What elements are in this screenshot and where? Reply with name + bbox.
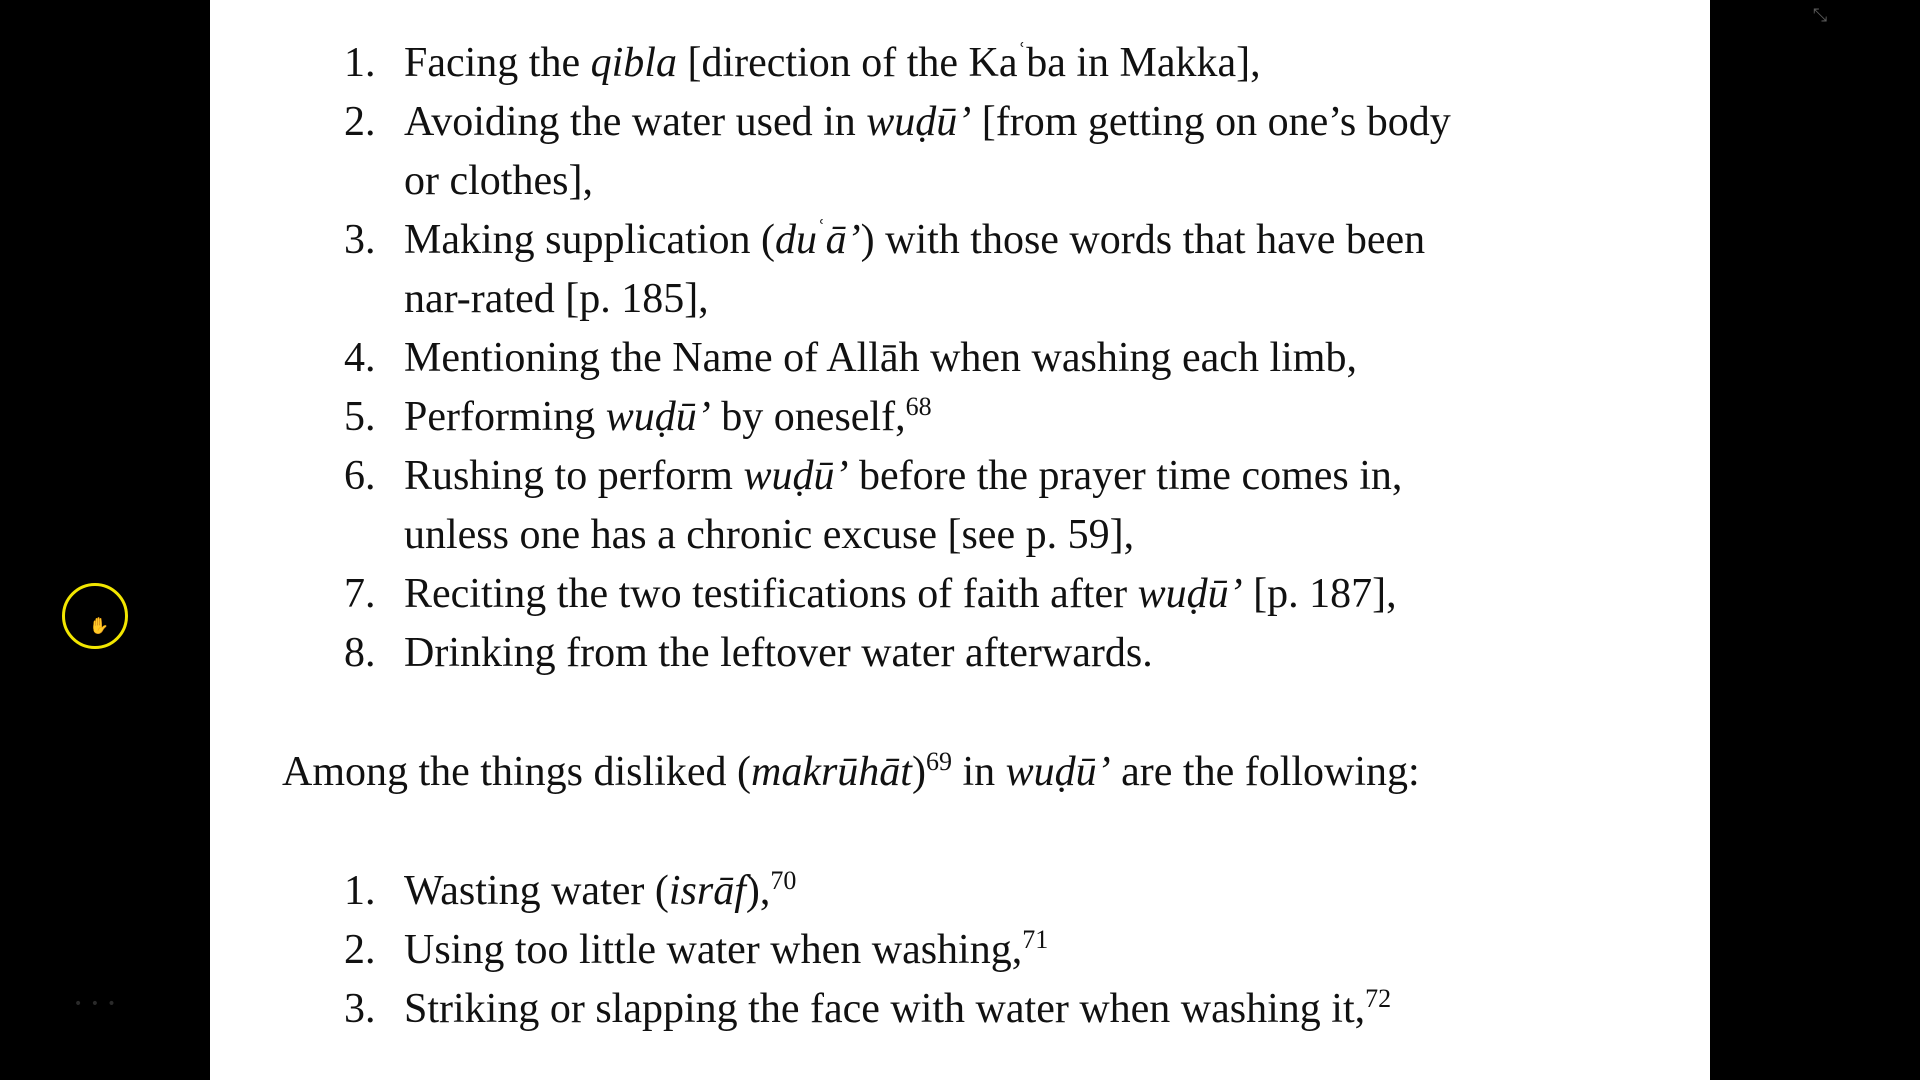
list-item: 2. Using too little water when washing,$^{71}$ — [282, 921, 1642, 980]
footnote-marker[interactable]: 71 — [1022, 925, 1049, 954]
list-item: 1. Facing the qibla [direction of the $Ka^ʿba$ in Makka], — [282, 34, 1642, 93]
list-item: 3. Striking or slapping the face with water when washing it,$^{72}$ — [282, 980, 1642, 1039]
disliked-acts-list — [282, 862, 1642, 1039]
footnote-marker[interactable]: 70 — [770, 866, 797, 895]
footnote-marker[interactable]: 68 — [905, 392, 932, 421]
page-content — [282, 34, 1642, 1039]
section-paragraph: Among the things disliked (makrūhāt)$^{69}$ in wuḍū’ are the following: — [282, 747, 1420, 795]
list-item: 2. Avoiding the water used in wuḍū’ [from getting on one’s body or clothes], — [282, 93, 1642, 211]
item-number: 7. — [344, 571, 376, 617]
list-item: 1. Wasting water (isrāf),$^{70}$ — [282, 862, 1642, 921]
list-item: 6. Rushing to perform wuḍū’ before the prayer time comes in, unless one has a chronic excuse [see p. 59], — [282, 447, 1642, 565]
item-number: 3. — [344, 986, 376, 1032]
list-item: 5. Performing wuḍū’ by oneself,$^{68}$ — [282, 388, 1642, 447]
more-options-icon[interactable]: • • • — [74, 996, 118, 1012]
hand-pointer-icon: ✋ — [89, 616, 109, 635]
footnote-marker[interactable]: 72 — [1365, 984, 1392, 1013]
item-number: 1. — [344, 868, 376, 914]
recommended-acts-list — [282, 34, 1642, 683]
item-number: 5. — [344, 394, 376, 440]
list-item: 3. Making supplication $(du^ʿā’)$ with those words that have been nar-rated [p. 185], — [282, 211, 1642, 329]
document-page — [210, 0, 1710, 1080]
item-number: 3. — [344, 217, 376, 263]
fullscreen-toggle-icon[interactable]: ⤡ — [1812, 5, 1828, 26]
item-number: 2. — [344, 927, 376, 973]
list-item: 4. Mentioning the Name of Allāh when washing each limb, — [282, 329, 1642, 388]
footnote-marker[interactable]: 69 — [925, 747, 952, 776]
item-number: 4. — [344, 335, 376, 381]
item-number: 1. — [344, 40, 376, 86]
item-number: 6. — [344, 453, 376, 499]
list-item: 8. Drinking from the leftover water afterwards. — [282, 624, 1642, 683]
item-number: 8. — [344, 630, 376, 676]
list-item: 7. Reciting the two testifications of faith after wuḍū’ [p. 187], — [282, 565, 1642, 624]
item-number: 2. — [344, 99, 376, 145]
